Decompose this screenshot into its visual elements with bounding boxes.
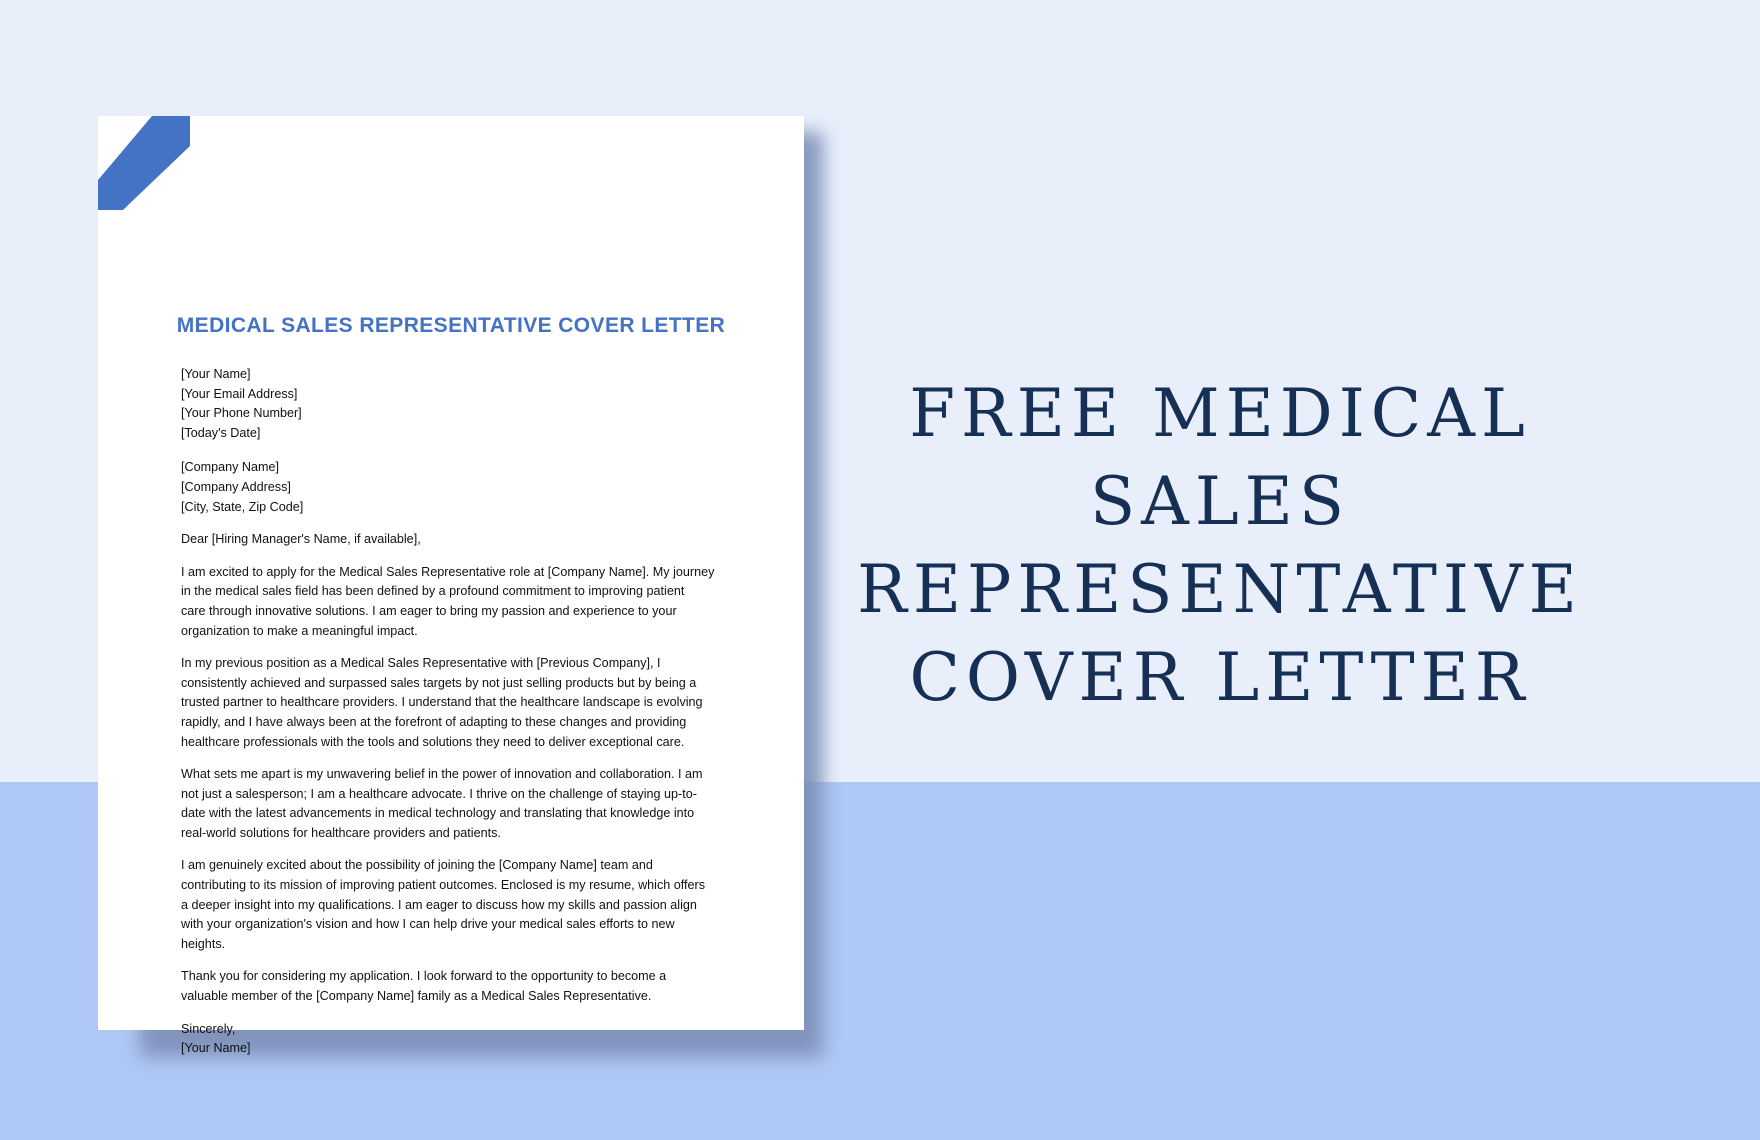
paragraph-line: In my previous position as a Medical Sales Representative with [Previous Company], I <box>181 656 661 671</box>
paragraph-line: trusted partner to healthcare providers. I understand that the healthcare landscape is evolving <box>181 695 703 710</box>
paragraph-line: What sets me apart is my unwavering belief in the power of innovation and collaboration. I am <box>181 767 703 782</box>
corner-ribbon-icon <box>98 116 198 216</box>
paragraph-line: I am excited to apply for the Medical Sales Representative role at [Company Name]. My journey <box>181 564 715 579</box>
paragraph-line: real-world solutions for healthcare providers and patients. <box>181 825 501 840</box>
paragraph-line: a deeper insight into my qualifications. I am eager to discuss how my skills and passion align <box>181 897 697 912</box>
sender-line: [Your Phone Number] <box>181 406 302 421</box>
paragraph-line: consistently achieved and surpassed sales targets by not just selling products but by being a <box>181 675 697 690</box>
paragraph-line: with your organization's vision and how I can help drive your medical sales efforts to new <box>181 917 675 932</box>
paragraph-line: in the medical sales field has been defined by a profound commitment to improving patient <box>181 584 685 599</box>
headline-line: FREE MEDICAL <box>909 375 1531 452</box>
paragraph-line: I am genuinely excited about the possibility of joining the [Company Name] team and <box>181 858 653 873</box>
headline-line: SALES <box>1089 463 1351 540</box>
sender-line: [Today's Date] <box>181 425 261 440</box>
paragraph-line: rapidly, and I have always been at the forefront of adapting to these changes and providing <box>181 714 687 729</box>
headline <box>840 370 1600 722</box>
recipient-line: [Company Name] <box>181 460 279 475</box>
paragraph-line: healthcare professionals with the tools and solutions they need to deliver exceptional care. <box>181 734 685 749</box>
paragraph-line: contributing to its mission of improving patient outcomes. Enclosed is my resume, which offers <box>181 878 706 893</box>
sender-line: [Your Email Address] <box>181 386 298 401</box>
paragraph-line: valuable member of the [Company Name] family as a Medical Sales Representative. <box>181 989 652 1004</box>
paragraph-line: heights. <box>181 936 226 951</box>
recipient-line: [City, State, Zip Code] <box>181 499 304 514</box>
paragraph-line: not just a salesperson; I am a healthcare advocate. I thrive on the challenge of staying up-to- <box>181 786 697 801</box>
sender-line: [Your Name] <box>181 367 251 381</box>
salutation: Dear [Hiring Manager's Name, if available], <box>181 532 421 547</box>
document-page <box>98 116 804 1056</box>
headline-line: REPRESENTATIVE <box>857 551 1583 628</box>
paragraph-line: organization to make a meaningful impact. <box>181 623 418 638</box>
recipient-line: [Company Address] <box>181 479 291 494</box>
closing: Sincerely, <box>181 1021 236 1036</box>
paragraph-line: Thank you for considering my application. I look forward to the opportunity to become a <box>181 969 667 984</box>
paragraph-line: care through innovative solutions. I am eager to bring my passion and experience to your <box>181 603 677 618</box>
headline-line: COVER LETTER <box>909 639 1531 716</box>
signature: [Your Name] <box>181 1041 251 1056</box>
document-body <box>181 365 741 1059</box>
paragraph-line: date with the latest advancements in medical technology and translating that knowledge into <box>181 806 695 821</box>
document-title: MEDICAL SALES REPRESENTATIVE COVER LETTER <box>176 314 726 337</box>
